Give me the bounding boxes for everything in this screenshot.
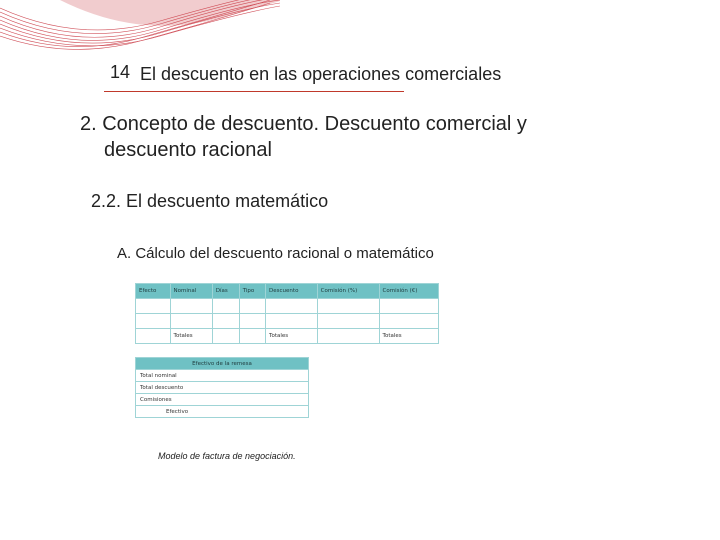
col-header: Descuento [266, 284, 318, 299]
col-header: Comisión (%) [317, 284, 379, 299]
col-header: Tipo [239, 284, 265, 299]
chapter-number: 14 [110, 62, 131, 82]
totals-row [136, 329, 439, 344]
subsubsection-title: A. Cálculo del descuento racional o matemático [117, 245, 434, 262]
totals-label: Totales [379, 329, 438, 344]
col-header: Nominal [170, 284, 212, 299]
figure-caption: Modelo de factura de negociación. [158, 451, 296, 461]
discount-table [135, 283, 439, 344]
col-header: Días [212, 284, 239, 299]
table-row [136, 314, 439, 329]
section-title-line1: 2. Concepto de descuento. Descuento comercial y [80, 113, 527, 135]
totals-label: Totales [266, 329, 318, 344]
table-row: Comisiones [136, 394, 309, 406]
table-row: Total nominal [136, 370, 309, 382]
totals-label: Totales [170, 329, 212, 344]
col-header: Comisión (€) [379, 284, 438, 299]
table-row [136, 299, 439, 314]
subsection-title: 2.2. El descuento matemático [91, 191, 329, 211]
chapter-title: El descuento en las operaciones comerciales [140, 64, 502, 84]
remittance-table [135, 357, 309, 418]
col-header: Efectivo de la remesa [136, 358, 309, 370]
decorative-wave-graphic [0, 0, 280, 60]
table-row: Total descuento [136, 382, 309, 394]
col-header: Efecto [136, 284, 171, 299]
section-title-line2: descuento racional [104, 139, 272, 161]
table-header-row [136, 358, 309, 370]
table-header-row [136, 284, 439, 299]
section-title [80, 111, 527, 163]
header-underline [104, 91, 404, 92]
table-row: Efectivo [136, 406, 309, 418]
